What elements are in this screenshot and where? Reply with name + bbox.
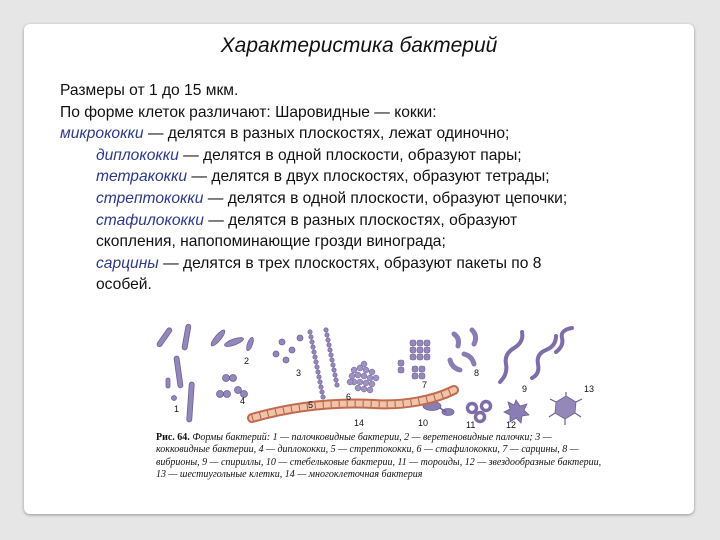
text-line-sarcinae-cont: особей.	[96, 276, 152, 294]
body-text	[60, 80, 680, 296]
slide-title: Характеристика бактерий	[220, 34, 498, 57]
hexagonal-cells-drawing	[549, 392, 582, 425]
figure-number: 3	[296, 368, 302, 378]
figure-number: 1	[174, 404, 180, 414]
toroids-drawing	[468, 402, 491, 422]
figure-number: 5	[308, 400, 314, 410]
figure-number: 11	[466, 420, 476, 430]
spirilla-drawing	[500, 328, 572, 382]
text-line-micrococci: микрококки — делятся в разных плоскостях, лежат одиночно;	[60, 125, 510, 143]
text-line-tetracocci: тетракокки — делятся в двух плоскостях, образуют тетрады;	[96, 168, 550, 186]
coccoid-drawing	[273, 335, 303, 363]
figure-number: 6	[346, 392, 352, 402]
term-sarcinae: сарцины	[96, 254, 159, 272]
term-diplococci: диплококки	[96, 146, 179, 164]
text-line-staphylococci: стафилококки — делятся в разных плоскостях, образуют	[96, 211, 518, 229]
spindle-rods-drawing	[209, 328, 254, 351]
term-tetracocci: тетракокки	[96, 168, 188, 186]
multicellular-bacterium-drawing	[252, 390, 454, 418]
figure-number: 7	[422, 380, 428, 390]
text-line-diplococci: диплококки — делятся в одной плоскости, образуют пары;	[96, 146, 522, 164]
diplococci-drawing	[217, 375, 248, 398]
figure-number: 4	[240, 396, 246, 406]
text-line-size: Размеры от 1 до 15 мкм.	[60, 82, 239, 99]
figure-number: 8	[474, 368, 480, 378]
figure-number: 10	[418, 418, 429, 428]
term-micrococci: микрококки	[60, 125, 144, 143]
figure-number: 2	[244, 356, 250, 366]
slide	[24, 24, 694, 514]
staphylococci-drawing	[347, 361, 379, 393]
figure-number: 9	[522, 384, 528, 394]
term-staphylococci: стафилококки	[96, 211, 204, 229]
bacteria-figure	[154, 320, 606, 498]
text-line-sarcinae: сарцины — делятся в трех плоскостях, образуют пакеты по 8	[96, 254, 542, 272]
text-line-streptococci: стрептококки — делятся в одной плоскости, образуют цепочки;	[96, 189, 568, 207]
sarcinae-drawing	[398, 340, 430, 379]
vibrios-drawing	[450, 330, 476, 370]
figure-number: 14	[354, 418, 365, 428]
figure-caption	[156, 432, 602, 482]
caption-label: Рис. 64.	[156, 432, 190, 443]
term-streptococci: стрептококки	[96, 189, 204, 207]
text-line-staphylococci-cont: скопления, напопоминающие грозди винограда;	[96, 233, 446, 251]
figure-number: 13	[584, 384, 595, 394]
bacteria-illustration	[154, 320, 606, 430]
text-line-forms: По форме клеток различают: Шаровидные — кокки:	[60, 103, 437, 121]
figure-number: 12	[506, 420, 517, 430]
streptococci-drawing	[308, 328, 339, 399]
caption-text: Формы бактерий: 1 — палочковидные бактерии, 2 — веретеновидные палочки; 3 — кокковидные бактерии, 4 — диплококки, 5 — стрептококки, 6 — стафилококки, 7 — сарцины, 8 — вибрионы, 9 — спириллы, 10 — стебельковые бактерии, 11 — тороиды, 12 — звездообразные бактерии, 13 — шестиугольные клетки, 14 — многоклеточная бактерия	[156, 432, 602, 481]
